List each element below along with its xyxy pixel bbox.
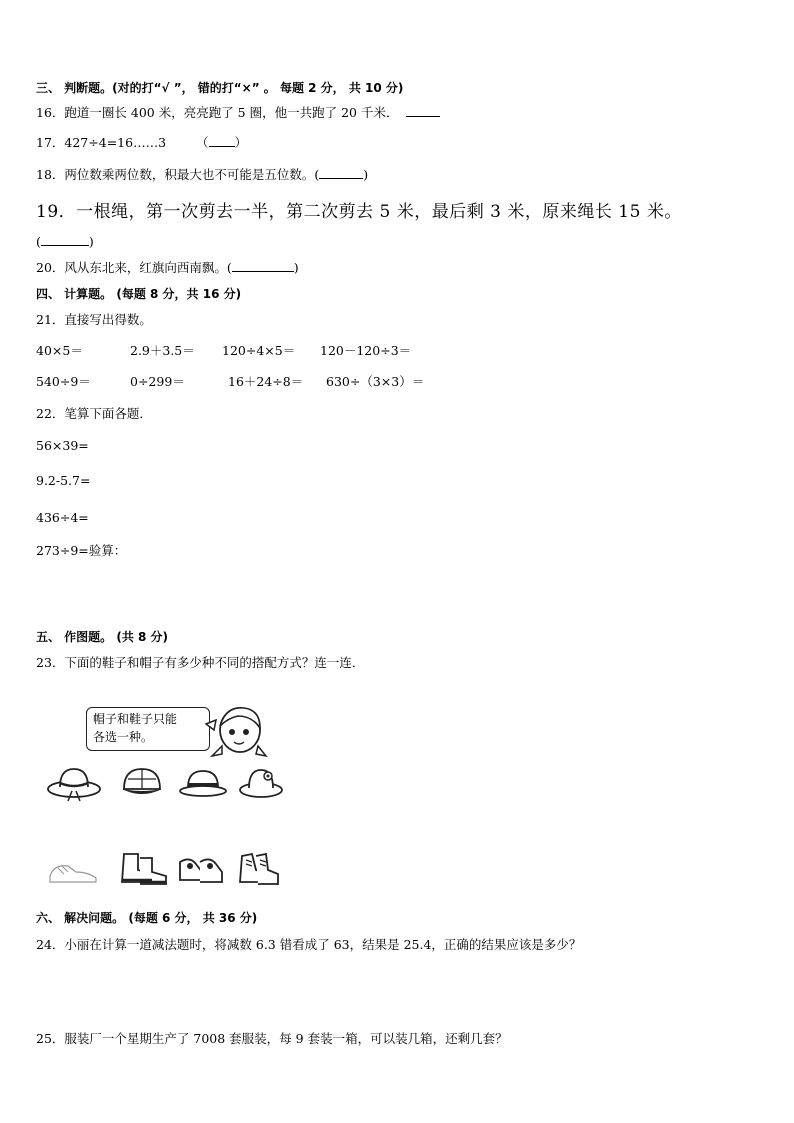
question-18-text: 18．两位数乘两位数，积最大也不可能是五位数。( xyxy=(36,167,320,182)
question-17 xyxy=(36,134,247,152)
question-21: 21．直接写出得数。 xyxy=(36,312,152,327)
paren-open-17: （ xyxy=(196,135,209,150)
calc-item: 40×5＝ xyxy=(36,343,83,358)
question-19-answer xyxy=(36,233,94,251)
question-25: 25．服装厂一个星期生产了 7008 套服装，每 9 套装一箱，可以装几箱，还剩几套？ xyxy=(36,1031,508,1046)
section-3-heading: 三、 判断题。(对的打“√ ”， 错的打“×” 。 每题 2 分， 共 10 分) xyxy=(36,81,404,95)
written-calc-item: 436÷4= xyxy=(36,510,89,525)
paren-close-20: ) xyxy=(293,260,299,275)
calc-item: 120÷4×5＝ xyxy=(222,343,296,358)
question-22: 22．笔算下面各题． xyxy=(36,406,152,421)
answer-blank-16[interactable] xyxy=(406,104,440,117)
calc-item: 16＋24÷8＝ xyxy=(228,374,304,389)
written-calc-item: 9.2-5.7= xyxy=(36,473,91,488)
question-16-text: 16．跑道一圈长 400 米，亮亮跑了 5 圈，他一共跑了 20 千米． xyxy=(36,105,399,120)
question-20-text: 20．风从东北来，红旗向西南飘。( xyxy=(36,260,232,275)
paren-open-19: ( xyxy=(36,234,41,249)
calc-item: 630÷（3×3）＝ xyxy=(326,374,425,389)
calc-item: 120－120÷3＝ xyxy=(320,343,412,358)
sun-hat-icon xyxy=(46,763,102,803)
answer-blank-17[interactable] xyxy=(209,134,235,147)
fedora-hat-icon xyxy=(178,767,228,799)
bubble-text-line-2: 各选一种。 xyxy=(93,730,154,744)
speech-bubble xyxy=(86,707,210,751)
answer-blank-18[interactable] xyxy=(319,166,363,179)
paren-close-19: ) xyxy=(88,234,94,249)
calc-item: 2.9＋3.5＝ xyxy=(130,343,195,358)
girl-cartoon-icon xyxy=(204,700,270,762)
question-17-text: 17．427÷4=16……3 xyxy=(36,135,167,150)
written-calc-item: 273÷9=验算： xyxy=(36,543,127,558)
leather-shoes-icon xyxy=(176,852,226,886)
bubble-text-line-1: 帽子和鞋子只能 xyxy=(93,712,178,726)
answer-blank-20[interactable] xyxy=(232,259,294,272)
written-calc-item: 56×39= xyxy=(36,438,89,453)
paren-close-17: ） xyxy=(234,135,248,150)
question-23: 23．下面的鞋子和帽子有多少种不同的搭配方式？连一连． xyxy=(36,655,365,670)
section-4-heading: 四、 计算题。 (每题 8 分，共 16 分) xyxy=(36,287,242,301)
question-18 xyxy=(36,166,368,184)
sneakers-icon xyxy=(46,856,102,886)
baseball-cap-icon xyxy=(118,765,166,801)
question-24: 24．小丽在计算一道减法题时，将减数 6.3 错看成了 63，结果是 25.4，正确的结果应该是多少？ xyxy=(36,937,582,952)
section-6-heading: 六、 解决问题。 (每题 6 分， 共 36 分) xyxy=(36,911,258,925)
question-20 xyxy=(36,259,299,277)
high-top-shoes-icon xyxy=(236,850,280,886)
section-5-heading: 五、 作图题。 (共 8 分) xyxy=(36,630,169,644)
calc-item: 0÷299＝ xyxy=(130,374,185,389)
question-16 xyxy=(36,104,440,122)
paren-close-18: ) xyxy=(363,167,369,182)
calc-item: 540÷9＝ xyxy=(36,374,91,389)
question-19: 19．一根绳，第一次剪去一半，第二次剪去 5 米，最后剩 3 米，原来绳长 15 米。 xyxy=(36,202,682,222)
answer-blank-19[interactable] xyxy=(41,233,89,246)
flower-hat-icon xyxy=(238,764,284,800)
boots-icon xyxy=(118,850,170,886)
